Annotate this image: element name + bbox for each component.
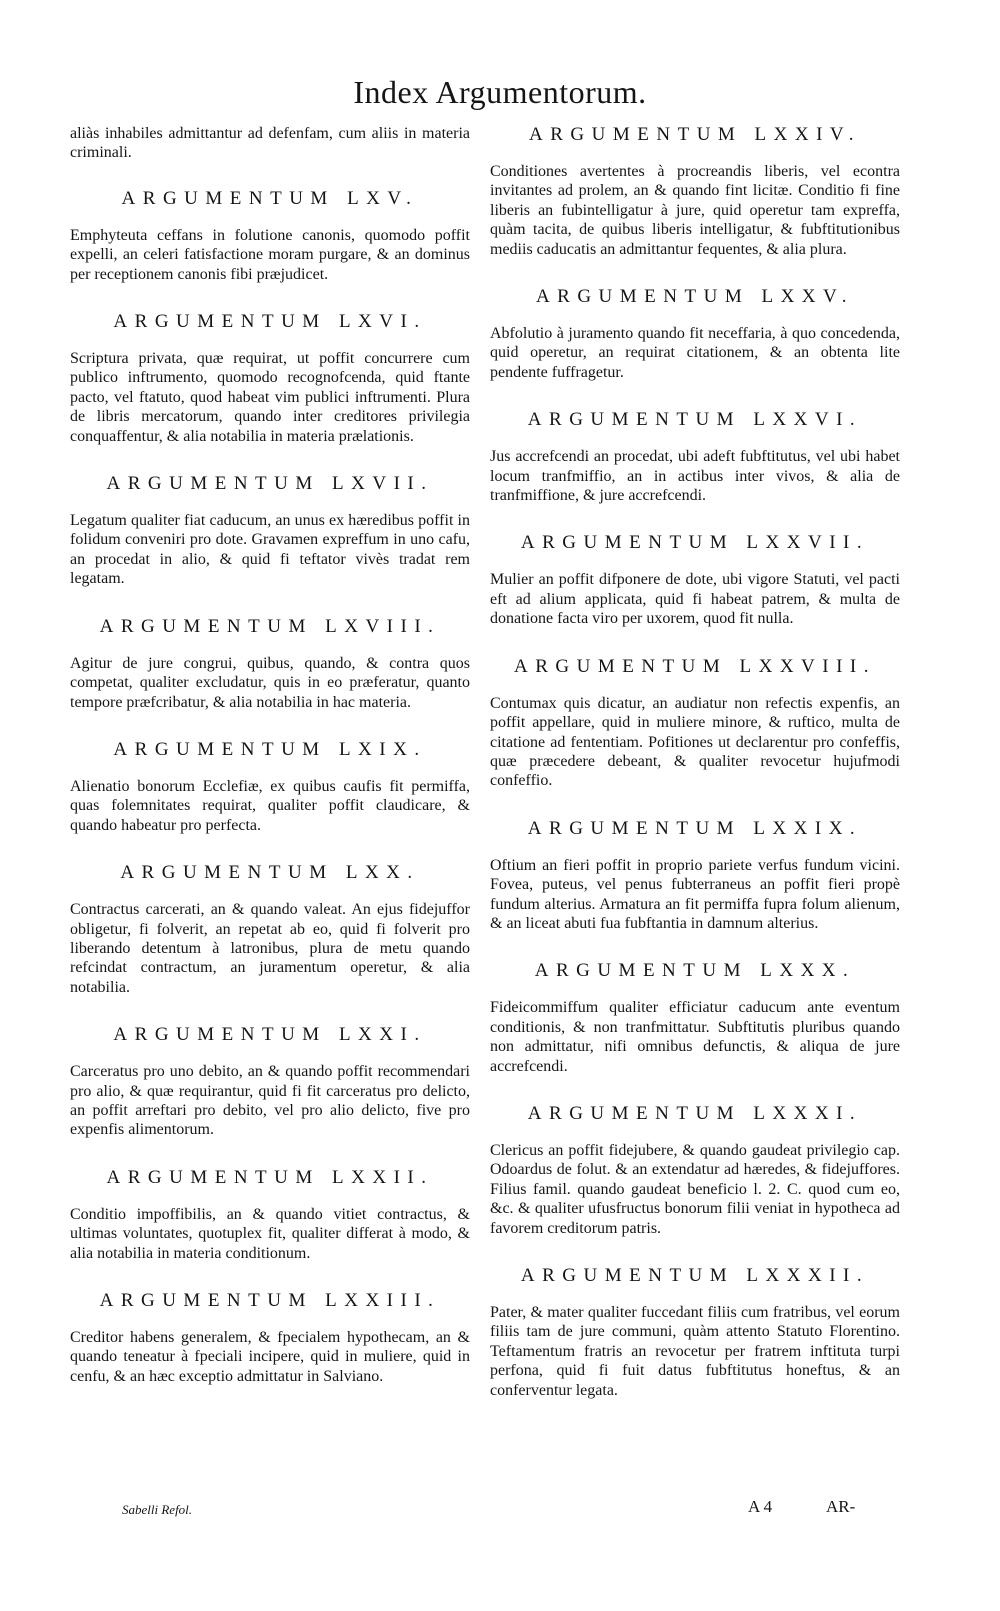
continuation-text: aliàs inhabiles admittantur ad defenfam, cum aliis in materia criminali. [70,125,470,162]
argument-summary: Conditio impoffibilis, an & quando vitiet contractus, & ultimas voluntates, quotuplex fit, qualiter differat à modo, & alia notabilia in materia conditionum. [70,1205,470,1262]
argument-heading: ARGUMENTUM LXXXI. [527,1102,863,1124]
argument-entry [490,960,900,1076]
signature-mark: A 4 [748,1497,773,1516]
argument-heading: ARGUMENTUM LXV. [121,187,419,209]
argument-entry [490,409,900,505]
argument-summary: Fideicommiffum qualiter efficiatur caducum ante eventum conditionis, & non tranfmittatur. Subftitutis pluribus quando non admittatur, nifi omnibus defunctis, & aliqua de jure accrefcendi. [490,999,900,1075]
argument-heading: ARGUMENTUM LXVIII. [99,615,441,637]
argument-heading: ARGUMENTUM LXX. [120,862,420,884]
catchword: AR- [826,1497,856,1516]
argument-summary: Legatum qualiter fiat caducum, an unus ex hæredibus poffit in folidum conveniri pro dote. Gravamen expreffum in uno cafu, an procedat in alio, & quid fi teftator vivès tradat rem legatam. [70,512,470,588]
argument-summary: Abfolutio à juramento quando fit neceffaria, à quo concedenda, quid operetur, an requirat citationem, & an obtenta lite pendente fuffragetur. [490,325,900,381]
argument-summary: Scriptura privata, quæ requirat, ut poffit concurrere cum publico inftrumento, quomodo recognofcenda, quid ftante pacto, vel ftatuto, quod habeat vim publici inftrumenti. Plura de libris mercatorum, quando inter creditores privilegia conquaffentur, & alia notabilia in materia prælationis. [70,350,470,445]
argument-summary: Mulier an poffit difponere de dote, ubi vigore Statuti, vel pacti eft ad alium applicata, quid fi habeat patrem, & multa de donatione facta viro per uxorem, quod fit nulla. [490,571,900,628]
argument-summary: Jus accrefcendi an procedat, ubi adeft fubftitutus, vel ubi habet locum tranfmiffio, an in actibus inter vivos, & alia de tranfmiffione, & jure accrefcendi. [490,448,900,505]
argument-entry [70,473,470,589]
argument-entry [70,616,470,712]
argument-heading: ARGUMENTUM LXXX. [534,960,856,982]
argument-summary: Creditor habens generalem, & fpecialem hypothecam, an & quando teneatur à fpeciali incipere, quid in muliere, quid in cenfu, & an hæc exceptio admittatur in Salviano. [70,1329,470,1385]
argument-heading: ARGUMENTUM LXIX. [113,738,427,760]
argument-summary: Agitur de jure congrui, quibus, quando, & contra quos competat, qualiter excludatur, quis in eo præferatur, quanto tempore præfcribatur, & alia notabilia in hac materia. [70,654,470,711]
argument-summary: Emphyteuta ceffans in folutione canonis, quomodo poffit expelli, an celeri fatisfactione moram purgare, & an dominus per receptionem canonis fibi præjudicet. [70,226,470,283]
argument-entry [70,862,470,997]
footer-running-title: Sabelli Refol. [122,1502,193,1517]
argument-entry [70,188,470,284]
argument-summary: Carceratus pro uno debito, an & quando poffit recommendari pro alio, & quæ requirantur, quid fi fit carceratus pro delicto, an poffit arreftari pro debito, vel pro alio delicto, five pro expenfis alimentorum. [70,1063,470,1139]
argument-entry [490,656,900,791]
argument-entry [70,1024,470,1140]
argument-heading: ARGUMENTUM LXXVII. [520,532,870,554]
left-column [70,124,470,1413]
argument-entry [70,311,470,446]
page-title: Index Argumentorum. [353,74,647,110]
argument-heading: ARGUMENTUM LXXV. [535,286,855,308]
argument-entry [490,532,900,628]
argument-heading: ARGUMENTUM LXXIII. [99,1290,441,1311]
argument-entry [490,1103,900,1238]
argument-summary: Alienatio bonorum Ecclefiæ, ex quibus caufis fit permiffa, quas folemnitates requirat, qualiter poffit claudicare, & quando habeatur pro perfecta. [70,777,470,834]
argument-heading: ARGUMENTUM LXXI. [113,1024,427,1046]
argument-entry [70,1290,470,1386]
argument-summary: Oftium an fieri poffit in proprio pariete verfus fundum vicini. Fovea, puteus, vel penus fubterraneus an poffit fieri propè fundum alterius. Armatura an fit permiffa fupra folum alienum, & an liceat abuti fua fubftantia in damnum alterius. [490,856,900,932]
argument-heading: ARGUMENTUM LXXXII. [520,1265,870,1286]
right-column [490,124,900,1427]
argument-entry [70,1167,470,1263]
argument-summary: Contumax quis dicatur, an audiatur non refectis expenfis, an poffit appellare, quid in muliere minore, & ruftico, multa de citatione ad fententiam. Pofitiones ut declarentur pro confeffis, quæ præcedere debeant, & qualiter revocetur hujufmodi confeffio. [490,694,900,790]
argument-entry [490,286,900,382]
argument-entry [490,124,900,259]
argument-heading: ARGUMENTUM LXXII. [106,1166,434,1188]
argument-summary: Conditiones avertentes à procreandis liberis, vel econtra invitantes ad prolem, an & quando fint licitæ. Conditio fi fine liberis an fubintelligatur à jure, quid operetur tam expreffa, quàm tacita, de quibus liberis intelligatur, & fubftitutionibus mediis caducatis an admittantur fequentes, & alia plura. [490,163,900,258]
argument-heading: ARGUMENTUM LXXIX. [527,817,863,839]
argument-summary: Contractus carcerati, an & quando valeat. An ejus fidejuffor obligetur, fi folverit, an repetat ab eo, quid fi folverit pro liberando detentum à latronibus, plura de metu quando refcindat contractum, an juramentum operetur, & alia notabilia. [70,901,470,996]
argument-heading: ARGUMENTUM LXXVIII. [513,655,877,677]
argument-summary: Clericus an poffit fidejubere, & quando gaudeat privilegio cap. Odoardus de folut. & an extendatur ad hæredes, & fidejuffores. Filius famil. quando gaudeat beneficio l. 2. C. quod cum eo, &c. & qualiter ufusfructus bonorum filii veniat in hypotheca ad favorem creditorum patris. [490,1141,900,1237]
argument-entry [70,739,470,835]
argument-heading: ARGUMENTUM LXXIV. [529,124,861,145]
argument-entry [490,1265,900,1400]
argument-heading: ARGUMENTUM LXVI. [113,311,427,333]
argument-heading: ARGUMENTUM LXXVI. [527,409,863,431]
argument-entry [490,818,900,934]
argument-summary: Pater, & mater qualiter fuccedant filiis cum fratribus, vel eorum filiis tam de jure communi, quàm attento Statuto Florentino. Teftamentum fratris an revocetur per fratrem inftituta turpi perfona, quid fi fuit datus fubftitutus honeftus, & an conferventur legata. [490,1304,900,1399]
argument-heading: ARGUMENTUM LXVII. [106,473,434,495]
